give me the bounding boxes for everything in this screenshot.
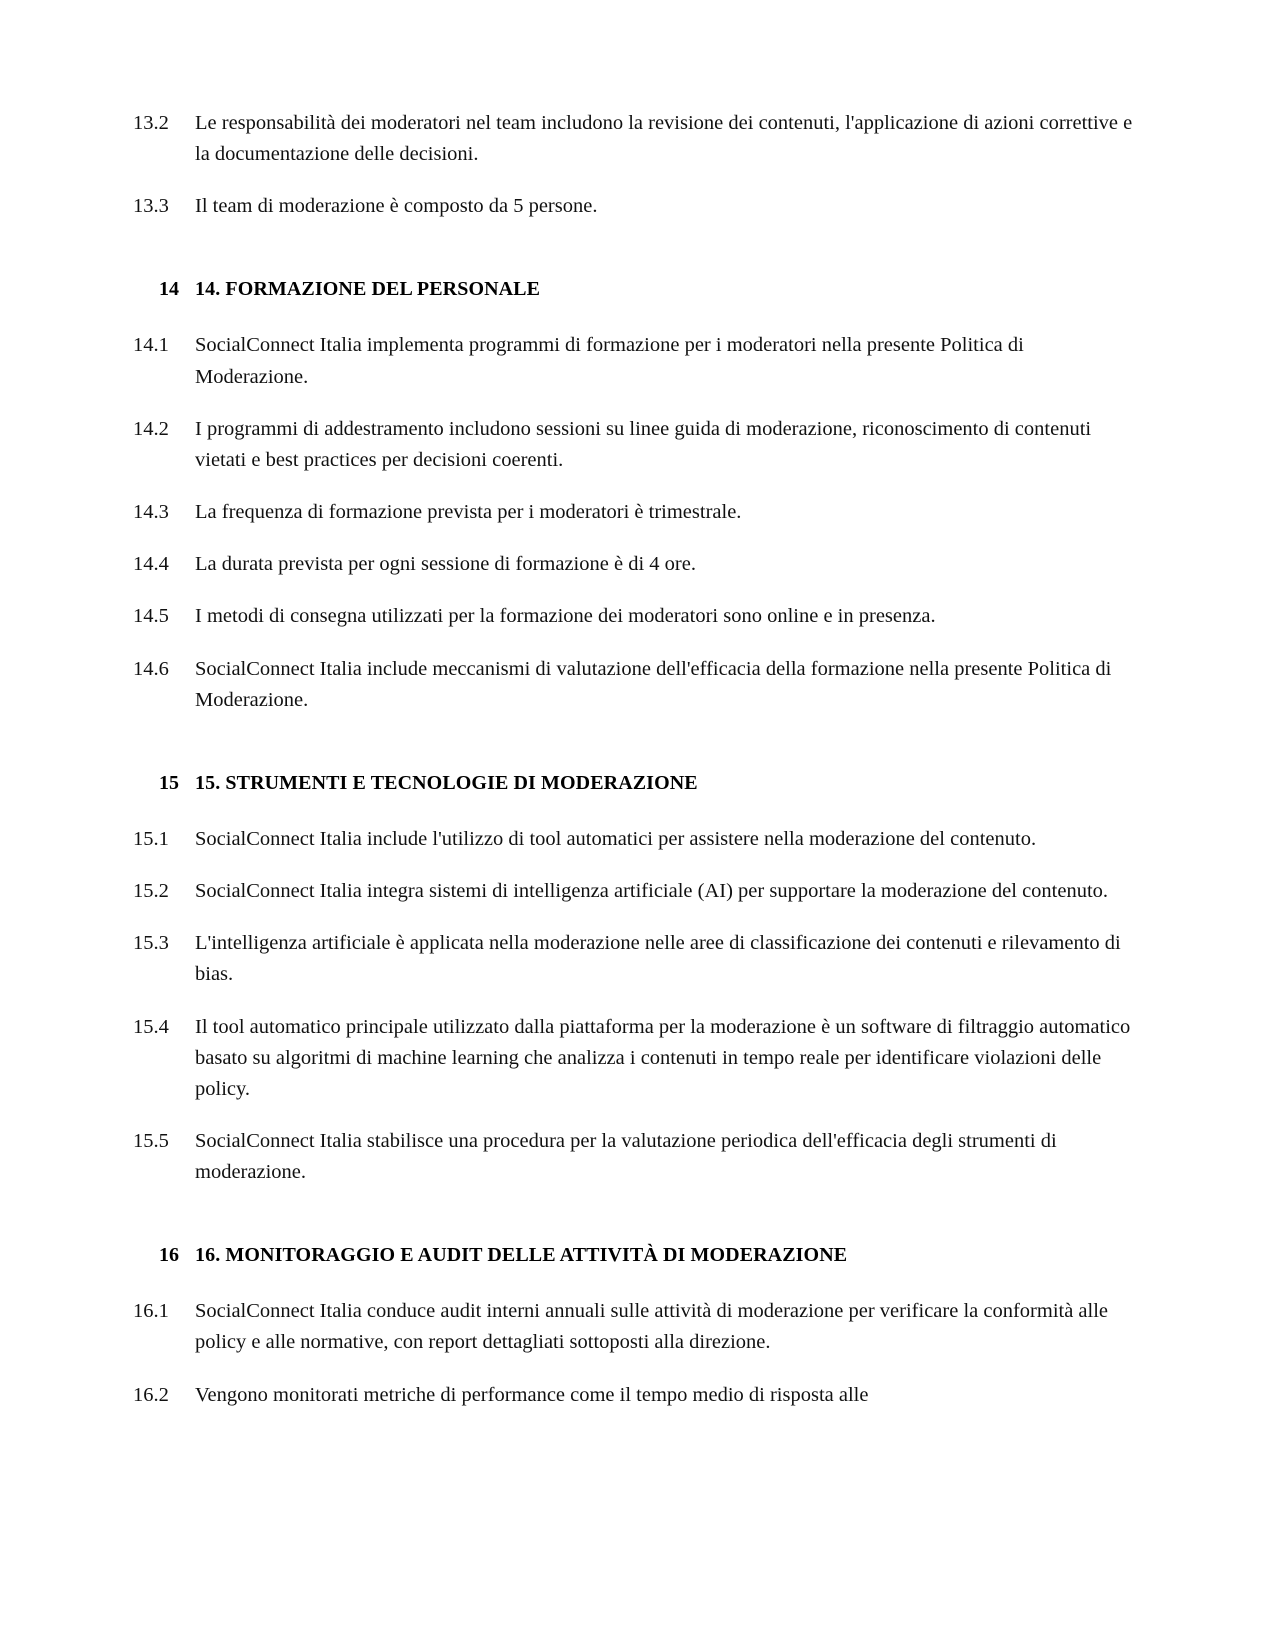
document-body bbox=[133, 108, 1133, 1411]
clause-number: 14.3 bbox=[133, 501, 169, 524]
clause-text: La durata prevista per ogni sessione di formazione è di 4 ore. bbox=[195, 553, 696, 576]
clause-number: 15.5 bbox=[133, 1129, 169, 1152]
clause bbox=[133, 1296, 1133, 1358]
clause-text: Le responsabilità dei moderatori nel team includono la revisione dei contenuti, l'applicazione di azioni correttive e la documentazione delle decisioni. bbox=[195, 112, 1133, 166]
clause-text: I programmi di addestramento includono sessioni su linee guida di moderazione, riconoscimento di contenuti vietati e best practices per decisioni coerenti. bbox=[195, 417, 1092, 471]
clause-number: 16.1 bbox=[133, 1300, 169, 1323]
section-heading bbox=[133, 1240, 1133, 1270]
clause-text: I metodi di consegna utilizzati per la formazione dei moderatori sono online e in presenza. bbox=[195, 605, 936, 628]
clause-number: 14.4 bbox=[133, 553, 169, 576]
clause-number: 16.2 bbox=[133, 1383, 169, 1406]
clause-number: 15.3 bbox=[133, 932, 169, 955]
section-title: 16. MONITORAGGIO E AUDIT DELLE ATTIVITÀ DI MODERAZIONE bbox=[195, 1244, 848, 1267]
clause-text-run: SocialConnect Italia include meccanismi di valutazione dell'efficacia della formazione nella presente bbox=[195, 657, 1028, 680]
clause-number: 14.5 bbox=[133, 605, 169, 628]
clause bbox=[133, 414, 1133, 476]
section-heading bbox=[133, 274, 1133, 304]
section-number: 16 bbox=[159, 1244, 179, 1267]
clause-text: Il team di moderazione è composto da 5 persone. bbox=[195, 195, 598, 218]
clause-number: 13.2 bbox=[133, 112, 169, 134]
clause bbox=[133, 330, 1133, 392]
clause-text-run: SocialConnect Italia implementa programmi di formazione per i moderatori nella presente bbox=[195, 334, 941, 357]
section-number: 14 bbox=[159, 278, 179, 301]
clause bbox=[133, 928, 1133, 990]
clause-text-run: . bbox=[303, 365, 309, 388]
clause-number: 15.2 bbox=[133, 880, 169, 903]
section-heading bbox=[133, 768, 1133, 798]
clause-number: 15.1 bbox=[133, 827, 169, 850]
clause-text bbox=[195, 654, 1133, 716]
clause-number: 13.3 bbox=[133, 195, 169, 218]
clause bbox=[133, 1012, 1133, 1105]
clause-number: 14.1 bbox=[133, 334, 169, 357]
clause-number: 14.2 bbox=[133, 417, 169, 440]
clause-number: 15.4 bbox=[133, 1015, 169, 1038]
clause-emphasis: Politica di Moderazione bbox=[195, 657, 1112, 711]
clause-text: La frequenza di formazione prevista per i moderatori è trimestrale. bbox=[195, 501, 742, 524]
clause-emphasis: Politica di Moderazione bbox=[195, 334, 1024, 388]
clause bbox=[133, 549, 1133, 580]
clause bbox=[133, 1380, 1133, 1411]
clause bbox=[133, 108, 1133, 170]
clause-text: SocialConnect Italia conduce audit interni annuali sulle attività di moderazione per verificare la conformità alle policy e alle normative, con report dettagliati sottoposti alla direzione. bbox=[195, 1300, 1109, 1354]
clause-text: Vengono monitorati metriche di performance come il tempo medio di risposta alle bbox=[195, 1383, 869, 1406]
clause-number: 14.6 bbox=[133, 657, 169, 680]
section-title: 14. FORMAZIONE DEL PERSONALE bbox=[195, 278, 541, 301]
clause bbox=[133, 497, 1133, 528]
clause-text: SocialConnect Italia integra sistemi di intelligenza artificiale (AI) per supportare la moderazione del contenuto. bbox=[195, 880, 1109, 903]
section-title: 15. STRUMENTI E TECNOLOGIE DI MODERAZIONE bbox=[195, 771, 698, 794]
section-number: 15 bbox=[159, 771, 179, 794]
clause-text-run: . bbox=[303, 688, 309, 711]
clause-text: L'intelligenza artificiale è applicata nella moderazione nelle aree di classificazione dei contenuti e rilevamento di bias. bbox=[195, 932, 1121, 986]
clause-text: Il tool automatico principale utilizzato dalla piattaforma per la moderazione è un software di filtraggio automatico basato su algoritmi di machine learning che analizza i contenuti in tempo reale per identificare violazioni delle policy. bbox=[195, 1015, 1131, 1100]
clause-text: SocialConnect Italia stabilisce una procedura per la valutazione periodica dell'efficacia degli strumenti di moderazione. bbox=[195, 1129, 1057, 1184]
clause bbox=[133, 824, 1133, 855]
clause bbox=[133, 191, 1133, 222]
clause-text bbox=[195, 330, 1133, 392]
clause bbox=[133, 654, 1133, 716]
clause-text: SocialConnect Italia include l'utilizzo di tool automatici per assistere nella moderazione del contenuto. bbox=[195, 827, 1037, 850]
clause bbox=[133, 1126, 1133, 1188]
clause bbox=[133, 601, 1133, 632]
clause bbox=[133, 876, 1133, 907]
